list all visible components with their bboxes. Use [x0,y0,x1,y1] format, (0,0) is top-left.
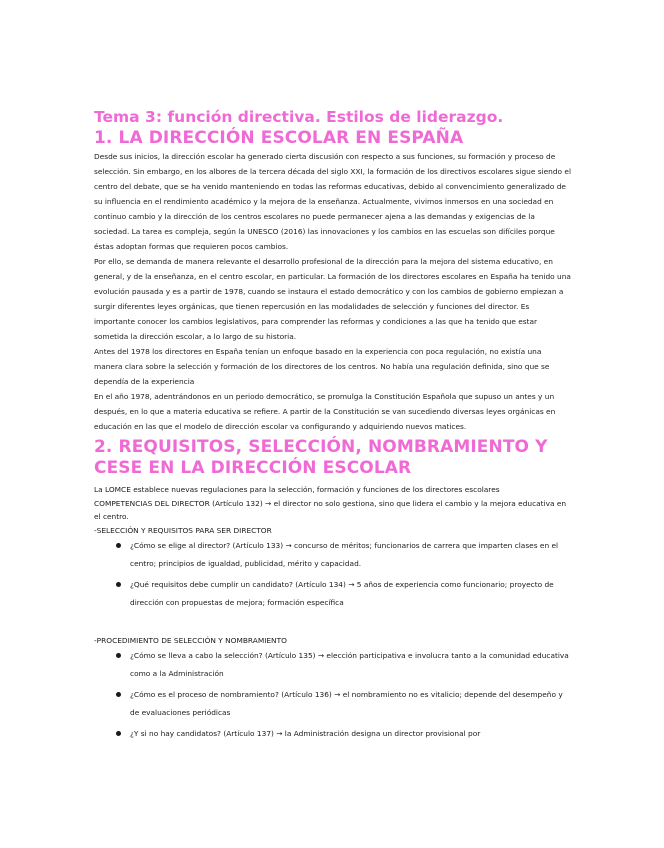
list-item-text: ¿Cómo se elige al director? (Artículo 133) → concurso de méritos; funcionarios de carrera que imparten clases en el centro; principios de igualdad, publicidad, mérito y capacidad. [130,541,559,568]
section-2-heading: 2. REQUISITOS, SELECCIÓN, NOMBRAMIENTO Y CESE EN LA DIRECCIÓN ESCOLAR [94,437,548,478]
bullet-icon [116,692,121,697]
list-item [94,725,572,743]
list-item [94,537,572,573]
competencias-paragraph: COMPETENCIAS DEL DIRECTOR (Artículo 132) → el director no solo gestiona, sino que lidera el cambio y la mejora educativa en el centro. [94,499,567,521]
section-1-heading: 1. LA DIRECCIÓN ESCOLAR EN ESPAÑA [94,128,464,148]
bullet-icon [116,543,121,548]
procedimiento-list [94,647,572,743]
bullet-icon [116,582,121,587]
list-item [94,576,572,612]
seleccion-heading: -SELECCIÓN Y REQUISITOS PARA SER DIRECTOR [94,526,272,535]
bullet-icon [116,653,121,658]
section-1-paragraph: Por ello, se demanda de manera relevante el desarrollo profesional de la dirección para la mejora del sistema educativo, en general, y de la enseñanza, en el centro escolar, en particular. La formación de los directores escolares en España ha tenido una evolución pausada y es a partir de 1978, cuando se instaura el estado democrático y con los cambios de gobierno empiezan a surgir diferentes leyes orgánicas, que tienen repercusión en las modalidades de selección y funciones del director. Es importante conocer los cambios legislativos, para comprender las reformas y condiciones a las que ha tenido que estar sometida la dirección escolar, a lo largo de su historia. [94,257,571,341]
document-content [94,108,572,746]
list-item [94,647,572,683]
list-item-text: ¿Y si no hay candidatos? (Artículo 137) → la Administración designa un director provisional por [130,729,481,738]
topic-title: Tema 3: función directiva. Estilos de liderazgo. [94,108,504,126]
list-item-text: ¿Qué requisitos debe cumplir un candidato? (Artículo 134) → 5 años de experiencia como funcionario; proyecto de dirección con propuestas de mejora; formación específica [130,580,554,607]
procedimiento-heading: -PROCEDIMIENTO DE SELECCIÓN Y NOMBRAMIENTO [94,636,287,645]
list-item-text: ¿Cómo es el proceso de nombramiento? (Artículo 136) → el nombramiento no es vitalicio; depende del desempeño y de evaluaciones periódicas [130,690,563,717]
section-1-paragraph: Desde sus inicios, la dirección escolar ha generado cierta discusión con respecto a sus funciones, su formación y proceso de selección. Sin embargo, en los albores de la tercera década del siglo XXI, la formación de los directivos escolares sigue siendo el centro del debate, que se ha venido manteniendo en todas las reformas educativas, debido al convencimiento generalizado de su influencia en el rendimiento académico y la mejora de la enseñanza. Actualmente, vivimos inmersos en una sociedad en continuo cambio y la dirección de los centros escolares no puede permanecer ajena a las demandas y exigencias de la sociedad. La tarea es compleja, según la UNESCO (2016) las innovaciones y los cambios en las escuelas son difíciles porque éstas adoptan formas que requieren pocos cambios. [94,152,572,251]
section-1-paragraph: En el año 1978, adentrándonos en un periodo democrático, se promulga la Constitución Española que supuso un antes y un después, en lo que a materia educativa se refiere. A partir de la Constitución se van sucediendo diversas leyes orgánicas en educación en las que el modelo de dirección escolar va configurando y adquiriendo nuevos matices. [94,392,556,431]
lomce-paragraph: La LOMCE establece nuevas regulaciones para la selección, formación y funciones de los directores escolares [94,485,500,494]
section-1-paragraph: Antes del 1978 los directores en España tenían un enfoque basado en la experiencia con poca regulación, no existía una manera clara sobre la selección y formación de los directores de los centros. No había una regulación definida, sino que se dependía de la experiencia [94,347,550,386]
list-item [94,686,572,722]
bullet-icon [116,731,121,736]
seleccion-list [94,537,572,612]
list-item-text: ¿Cómo se lleva a cabo la selección? (Artículo 135) → elección participativa e involucra tanto a la comunidad educativa como a la Administración [130,651,569,678]
